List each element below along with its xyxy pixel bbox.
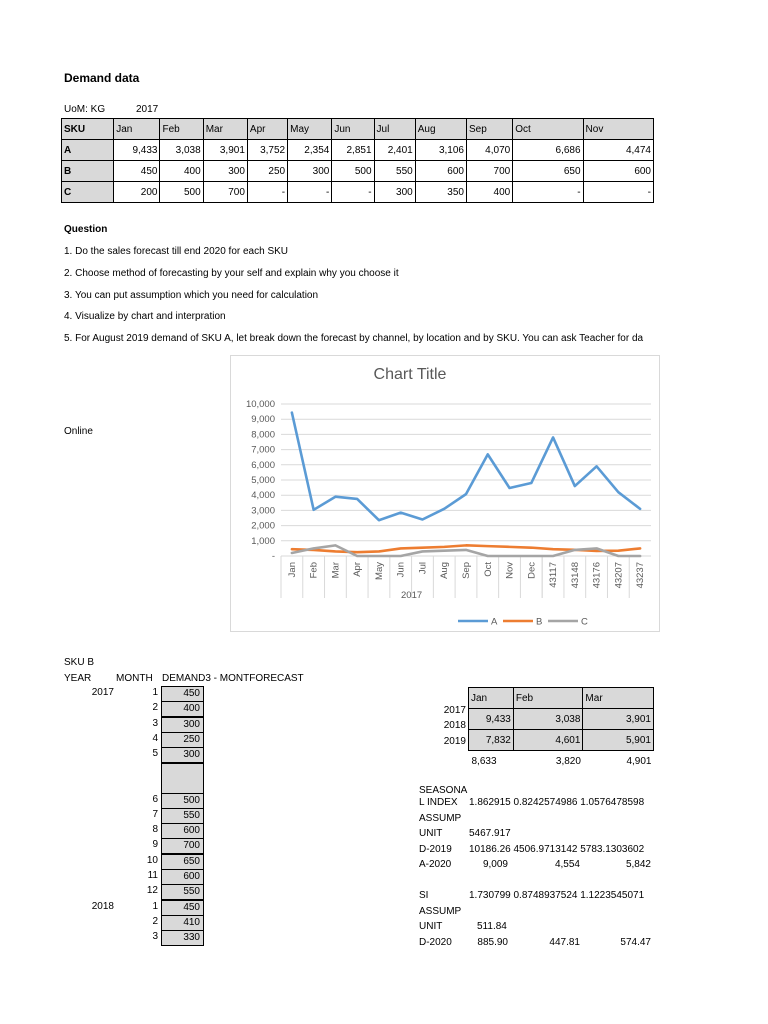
skub-demand-cell[interactable]: 600 [161,823,204,839]
assump-label: ASSUMP [419,813,462,824]
skub-month: 3 [152,931,158,943]
chart-svg [231,356,660,632]
skub-demand-cell[interactable]: 330 [161,930,204,946]
header-cell[interactable]: Feb [160,119,203,140]
value-cell[interactable]: 3,038 [160,140,203,161]
value-cell[interactable]: 4,070 [466,140,512,161]
skub-month: 10 [146,854,158,866]
seasonal-values: 1.862915 0.8242574986 1.0576478598 [469,797,645,808]
value-cell[interactable]: - [332,182,374,203]
x-tick-label: Feb [308,562,320,579]
x-tick-label: Jul [417,562,429,575]
skub-year: 2017 [91,687,114,698]
a2020-label: A-2020 [419,859,452,870]
d2020-value: 574.47 [620,937,651,948]
header-cell[interactable]: Jun [332,119,374,140]
chart-title: Chart Title [373,366,447,383]
a2020-value: 4,554 [554,859,580,870]
question-title: Question [64,224,108,235]
y-tick-label: 4,000 [251,490,275,502]
value-cell[interactable]: 4,601 [513,730,583,751]
unit-value: 5467.917 [469,828,511,839]
year-label: 2018 [443,720,466,731]
uom-label: UoM: KG [64,104,106,115]
a2020-value: 9,009 [482,859,508,870]
skub-month: 4 [152,732,158,744]
y-tick-label: 8,000 [251,429,275,441]
skub-col-demand: DEMAND3 - MONTFORECAST [162,673,304,684]
value-cell[interactable]: 9,433 [469,709,514,730]
legend-label: A [491,616,498,628]
x-tick-label: Oct [482,562,494,577]
value-cell[interactable]: 3,820 [555,755,581,767]
header-cell[interactable]: Jul [374,119,415,140]
value-cell[interactable]: 200 [114,182,160,203]
skub-col-year: YEAR [64,673,92,684]
header-cell[interactable]: Mar [583,688,654,709]
header-cell[interactable]: Nov [583,119,653,140]
skub-demand-cell[interactable]: 250 [161,732,204,748]
x-tick-label: Dec [526,562,538,579]
skub-month: 2 [152,915,158,927]
value-cell[interactable]: 250 [247,161,287,182]
value-cell[interactable]: - [583,182,653,203]
sku-cell[interactable]: C [62,182,114,203]
value-cell[interactable]: 400 [466,182,512,203]
value-cell[interactable]: 700 [466,161,512,182]
x-tick-label: 43207 [613,562,625,589]
unit2-value: 511.84 [477,921,507,932]
table-row [62,161,654,182]
question-item: 3. You can put assumption which you need for calculation [64,290,319,301]
skub-year: 2018 [91,900,114,912]
si-label: SI [419,890,429,901]
skub-month: 11 [147,870,158,881]
skub-demand-cell[interactable]: 550 [161,808,204,824]
value-cell[interactable]: - [513,182,583,203]
skub-demand-cell[interactable]: 650 [161,854,204,870]
table-row [62,140,654,161]
seasonal-label: SEASONA [419,785,468,796]
sku-cell[interactable]: B [62,161,114,182]
skub-month: 5 [152,748,158,760]
x-tick-label: Apr [352,562,364,577]
value-cell[interactable]: 300 [374,182,415,203]
skub-month: 12 [146,885,158,897]
question-item: 2. Choose method of forecasting by your self and explain why you choose it [64,268,399,279]
line-chart[interactable] [230,355,660,632]
y-tick-label: 1,000 [251,535,275,547]
skub-month: 7 [152,808,158,820]
year-label: 2017 [443,705,466,716]
value-cell[interactable]: 5,901 [583,730,654,751]
si-values: 1.730799 0.8748937524 1.1223545071 [469,890,645,901]
x-tick-label: 43148 [569,562,581,589]
d2019-values: 10186.26 4506.9713142 5783.1303602 [469,844,645,855]
value-cell[interactable]: 4,901 [626,755,652,767]
header-cell[interactable]: Sep [466,119,512,140]
skub-month: 1 [152,900,158,912]
value-cell[interactable]: 700 [203,182,247,203]
header-cell[interactable]: Mar [203,119,247,140]
value-cell[interactable]: 3,106 [415,140,466,161]
value-cell[interactable]: 300 [288,161,332,182]
value-cell[interactable]: 350 [415,182,466,203]
skub-col-month: MONTH [116,673,153,684]
d2020-value: 447.81 [549,937,580,948]
y-tick-label: 2,000 [251,520,275,532]
y-tick-label: 9,000 [251,414,275,426]
skub-demand-cell[interactable]: 400 [161,701,204,717]
online-label: Online [64,426,93,437]
demand-table-header [62,119,654,140]
legend-label: C [581,616,588,628]
x-tick-label: Sep [461,562,472,579]
x-tick-label: 43237 [635,562,647,589]
value-cell[interactable]: 3,752 [247,140,287,161]
x-tick-label: May [373,562,385,580]
skub-demand-cell[interactable]: 450 [161,686,204,702]
sku-cell[interactable]: A [62,140,114,161]
x-tick-label: Aug [439,562,451,579]
legend-label: B [536,616,543,628]
skub-demand-cell[interactable]: 500 [161,793,204,809]
header-cell[interactable]: Feb [513,688,583,709]
value-cell[interactable]: - [247,182,287,203]
skub-month: 9 [152,839,158,851]
skub-demand-cell[interactable]: 300 [161,717,204,733]
value-cell[interactable]: 300 [203,161,247,182]
skub-demand-cell[interactable]: 410 [161,915,204,931]
header-cell[interactable]: Aug [415,119,466,140]
unit-label: UNIT [419,828,443,839]
value-cell[interactable]: 650 [513,161,583,182]
skub-demand-cell[interactable]: 300 [161,747,204,763]
value-cell[interactable]: 6,686 [513,140,583,161]
seasonal-label-2: L INDEX [419,797,458,808]
value-cell[interactable]: 7,832 [469,730,514,751]
value-cell[interactable]: 550 [374,161,415,182]
value-cell[interactable]: 9,433 [114,140,160,161]
question-item: 4. Visualize by chart and interpration [64,311,226,322]
skub-demand-cell[interactable]: 550 [161,884,204,900]
y-tick-label: 6,000 [251,459,275,471]
header-cell[interactable]: May [288,119,332,140]
x-tick-label: Nov [504,562,516,579]
value-cell[interactable]: 4,474 [583,140,653,161]
skub-demand-cell[interactable]: 700 [161,838,204,854]
y-tick-label: 5,000 [251,475,275,486]
d2020-value: 885.90 [477,937,508,948]
question-item: 5. For August 2019 demand of SKU A, let break down the forecast by channel, by location and by SKU. You can ask Teacher for da [64,333,644,344]
skub-demand-cell[interactable]: 600 [161,869,204,885]
header-cell[interactable]: Jan [114,119,160,140]
x-tick-label: 43176 [591,562,603,589]
value-cell[interactable]: 2,851 [332,140,374,161]
header-cell[interactable]: Apr [247,119,287,140]
d2020-label: D-2020 [419,937,452,948]
value-cell[interactable]: 500 [332,161,374,182]
skub-month: 3 [152,717,158,729]
value-cell[interactable]: 3,901 [203,140,247,161]
y-tick-label: - [271,551,275,562]
series-line-a [292,413,640,521]
skub-month: 8 [152,824,158,836]
value-cell[interactable]: 400 [160,161,203,182]
y-tick-label: 7,000 [251,444,275,456]
value-cell[interactable]: 450 [114,161,160,182]
skub-month: 2 [152,702,158,714]
header-cell[interactable]: Oct [513,119,583,140]
y-tick-label: 3,000 [251,505,275,517]
uom-year: 2017 [136,104,159,115]
year-label: 2019 [443,736,466,747]
header-cell[interactable]: Jan [469,688,514,709]
value-cell[interactable]: 600 [583,161,653,182]
skub-month: 6 [152,793,158,805]
x-tick-label: Mar [330,562,342,579]
x-tick-label: Jan [286,562,298,578]
skub-empty-cell[interactable] [161,763,204,794]
d2019-label: D-2019 [419,844,452,855]
yearly-table [468,687,654,771]
skub-title: SKU B [64,657,95,668]
skub-demand-cell[interactable]: 450 [161,900,204,916]
x-tick-label: Jun [395,562,407,578]
table-row [62,182,654,203]
value-cell[interactable]: 2,354 [288,140,332,161]
value-cell[interactable]: - [288,182,332,203]
unit2-label: UNIT [419,921,443,932]
demand-table [61,118,654,203]
x-tick-label: 43117 [548,562,560,588]
x-group-label: 2017 [401,590,423,601]
a2020-value: 5,842 [625,859,651,870]
question-item: 1. Do the sales forecast till end 2020 for each SKU [64,246,289,257]
value-cell[interactable]: 600 [415,161,466,182]
value-cell[interactable]: 3,038 [513,709,583,730]
value-cell[interactable]: 500 [160,182,203,203]
value-cell[interactable]: 8,633 [471,755,497,767]
value-cell[interactable]: 2,401 [374,140,415,161]
header-cell[interactable]: SKU [62,119,114,140]
page-title: Demand data [64,71,140,85]
assump-label-2: ASSUMP [419,906,462,917]
skub-month: 1 [152,687,158,698]
value-cell[interactable]: 3,901 [583,709,654,730]
y-tick-label: 10,000 [245,399,275,410]
